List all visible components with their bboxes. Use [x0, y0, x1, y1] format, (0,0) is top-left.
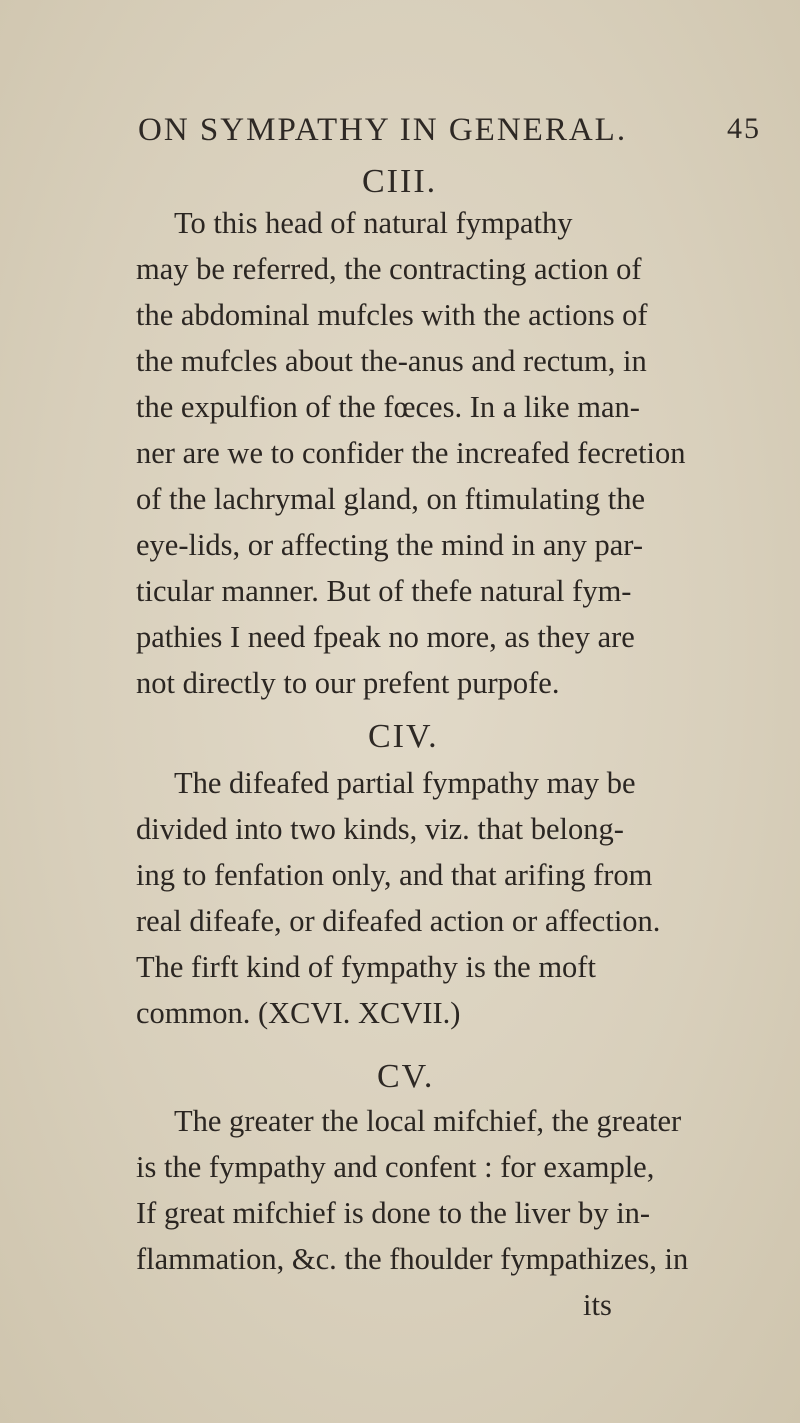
text-line: flammation, &c. the fhoulder fympathizes, in: [136, 1242, 689, 1276]
section-number-ciii: CIII.: [362, 163, 438, 200]
text-line: not directly to our prefent purpofe.: [136, 666, 560, 700]
section-number-civ: CIV.: [368, 718, 439, 755]
text-line: real difeafe, or difeafed action or affection.: [136, 904, 661, 938]
paragraph-cv: [136, 1098, 776, 1282]
page-number: 45: [727, 112, 761, 145]
text-line: divided into two kinds, viz. that belong-: [136, 812, 624, 846]
text-line: of the lachrymal gland, on ftimulating the: [136, 482, 646, 516]
text-line: ing to fenfation only, and that arifing from: [136, 858, 653, 892]
text-line: pathies I need fpeak no more, as they are: [136, 620, 635, 654]
text-line: ticular manner. But of thefe natural fym-: [136, 574, 632, 608]
text-line: the abdominal mufcles with the actions of: [136, 298, 648, 332]
text-line: the expulfion of the fœces. In a like man-: [136, 390, 640, 424]
running-head-title: ON SYMPATHY IN GENERAL.: [138, 112, 628, 148]
paragraph-civ: [136, 760, 776, 1036]
text-line: common. (XCVI. XCVII.): [136, 996, 461, 1030]
text-line: may be referred, the contracting action of: [136, 252, 642, 286]
text-line: To this head of natural fympathy: [174, 206, 573, 240]
text-line: is the fympathy and confent : for example,: [136, 1150, 655, 1184]
text-line: The difeafed partial fympathy may be: [174, 766, 636, 800]
text-line: the mufcles about the-anus and rectum, in: [136, 344, 647, 378]
text-line: eye-lids, or affecting the mind in any par-: [136, 528, 643, 562]
text-line: The firft kind of fympathy is the moft: [136, 950, 596, 984]
section-number-cv: CV.: [377, 1058, 435, 1095]
catchword: its: [583, 1288, 612, 1322]
paragraph-ciii: [136, 200, 776, 706]
text-line: ner are we to confider the increafed fecretion: [136, 436, 686, 470]
text-line: If great mifchief is done to the liver by in-: [136, 1196, 651, 1230]
text-line: The greater the local mifchief, the greater: [174, 1104, 682, 1138]
